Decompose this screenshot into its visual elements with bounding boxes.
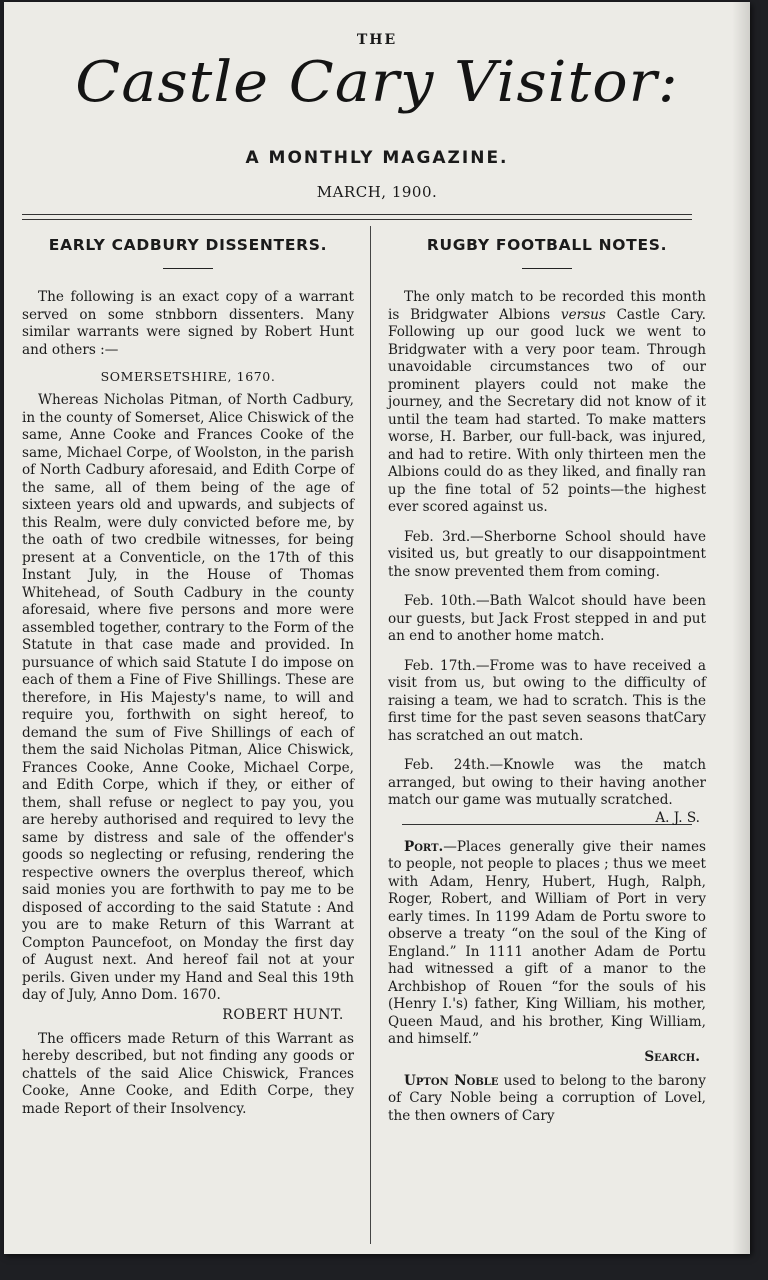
masthead-subtitle: A MONTHLY MAGAZINE. bbox=[245, 148, 509, 168]
article-heading-dissenters: EARLY CADBURY DISSENTERS. bbox=[48, 236, 328, 254]
port-signature: Search. bbox=[644, 1048, 700, 1065]
warrant-text: Whereas Nicholas Pitman, of North Cadbury, in the county of Somerset, Alice Chiswick of the same, Anne Cooke and Frances Cooke of the same, Michael Corpe, of Woolston, in the parish of North Cadbury aforesaid, and Edith Corpe of the same, all of them being of the age of sixteen years old and upwards, and subjects of this Realm, were duly convicted before me, by the oath of two credbile witnesses, for being present at a Conventicle, on the 17th of this Instant July, in the House of Thomas Whitehead, of South Cadbury in the county aforesaid, where five persons and more were assembled together, contrary to the Form of the Statute in that case made and provided. In pursuance of which said Statute I do impose on each of them a Fine of Five Shillings. These are therefore, in His Majesty's name, to will and require you, forthwith on sight hereof, to demand the sum of Five Shillings of each of them the said Nicholas Pitman, Alice Chiswick, Frances Cooke, Anne Cooke, Michael Corpe, and Edith Corpe, which if they, or either of them, shall refuse or neglect to pay you, you are hereby authorised and required to levy the same by distress and sale of the offender's goods so neglecting or refusing, rendering the respective owners the overplus thereof, which said monies you are forthwith to pay me to be disposed of according to the said Statute : And you are to make Return of this Warrant at Compton Pauncefoot, on Monday the first day of August next. And hereof fail not at your perils. Given under my Hand and Seal this 19th day of July, Anno Dom. 1670. bbox=[22, 392, 354, 1003]
rugby-paragraph-1 bbox=[388, 289, 706, 517]
rugby-p5-text: Feb. 24th.—Knowle was the match arranged, but owing to their having another match our game was mutually scratched. bbox=[388, 757, 706, 808]
rugby-signature: A. J. S. bbox=[655, 809, 700, 826]
masthead-title: Castle Cary Visitor: bbox=[75, 50, 679, 115]
county-line: SOMERSETSHIRE, 1670. bbox=[100, 369, 276, 384]
double-rule-top bbox=[22, 214, 692, 215]
dissenters-intro: The following is an exact copy of a warrant served on some stnbborn dissenters. Many similar warrants were signed by Robert Hunt and others :— bbox=[22, 289, 354, 358]
rugby-paragraph-feb24 bbox=[388, 757, 706, 826]
rugby-p1-rest: Castle Cary. Following up our good luck we went to Bridgwater with a very poor team. Through unavoidable circumstances two of our prominent players could not make the journey, and the Secretary did not know of it until the team had started. To make matters worse, H. Barber, our full-back, was injured, and had to retire. With only thirteen men the Albions could do as they liked, and finally ran up the fine total of 52 points—the highest ever scored against us. bbox=[388, 306, 706, 515]
masthead-pre-title: THE bbox=[356, 32, 398, 48]
double-rule-bottom bbox=[22, 219, 692, 220]
upton-text: used to belong to the barony of Cary Noble being a corruption of Lovel, the then owners of Cary bbox=[388, 1072, 706, 1124]
upton-label: Upton Noble bbox=[404, 1072, 499, 1089]
article-heading-rugby: RUGBY FOOTBALL NOTES. bbox=[426, 236, 668, 254]
column-divider bbox=[370, 226, 371, 1244]
issue-date: MARCH, 1900. bbox=[316, 183, 438, 201]
port-text: —Places generally give their names to people, not people to places ; thus we meet with Adam, Henry, Hubert, Hugh, Ralph, Roger, Robert, and William of Port in very early times. In 1199 Adam de Portu swore to observe a treaty “on the soul of the King of England.” In 1111 another Adam de Portu had witnessed a gift of a manor to the Archbishop of Rouen “for the souls of his (Henry I.'s) father, King William, his mother, Queen Maud, and his brother, King William, and himself.” bbox=[388, 838, 706, 1047]
rugby-paragraph-feb10: Feb. 10th.—Bath Walcot should have been our guests, but Jack Frost stepped in and put an end to another home match. bbox=[388, 593, 706, 644]
port-paragraph bbox=[388, 839, 706, 1049]
rugby-p1-start: The only match to be recorded this month is Bridgwater Albions bbox=[388, 289, 706, 323]
port-label: Port. bbox=[404, 838, 444, 855]
left-column bbox=[22, 230, 354, 1118]
rugby-p1-versus: versus bbox=[560, 306, 606, 323]
heading-rule bbox=[522, 268, 572, 269]
warrant-signature: ROBERT HUNT. bbox=[222, 1006, 344, 1023]
rugby-paragraph-feb17: Feb. 17th.—Frome was to have received a visit from us, but owing to the difficulty of raising a team, we had to scratch. This is the first time for the past seven seasons thatCary has scratched an out match. bbox=[388, 657, 706, 744]
right-column bbox=[388, 230, 706, 1125]
dissenters-closing: The officers made Return of this Warrant as hereby described, but not finding any goods or chattels of the said Alice Chiswick, Frances Cooke, Anne Cooke, and Edith Corpe, they made Report of their Insolvency. bbox=[22, 1030, 354, 1117]
magazine-page bbox=[4, 2, 750, 1254]
heading-rule bbox=[163, 268, 213, 269]
rugby-paragraph-feb3: Feb. 3rd.—Sherborne School should have visited us, but greatly to our disappointment the snow prevented them from coming. bbox=[388, 528, 706, 580]
upton-paragraph bbox=[388, 1073, 706, 1126]
